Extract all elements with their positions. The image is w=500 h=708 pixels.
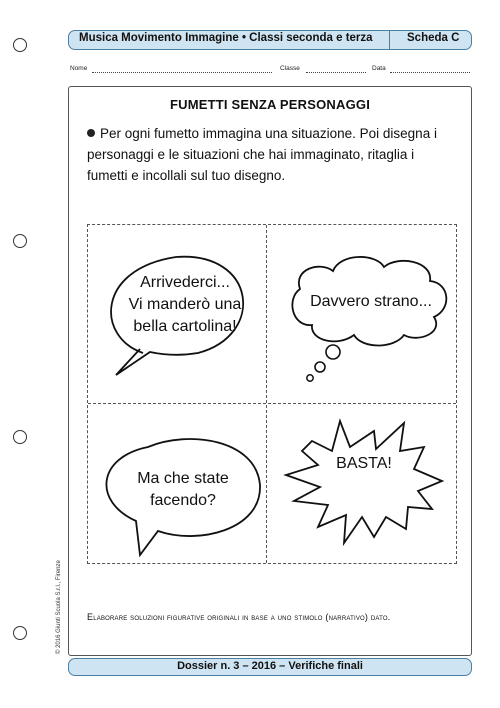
balloon-3-line-1: Ma che state <box>137 470 229 487</box>
balloon-1-line-1: Arrivederci... <box>140 274 230 291</box>
name-label: Nome <box>70 65 88 72</box>
shout-balloon-4 <box>286 421 442 543</box>
instructions-text: Per ogni fumetto immagina una situazione. Poi disegna i personaggi e le situazioni che hai immaginato, ritaglia i fumetti e incollali sul tuo disegno. <box>87 126 437 183</box>
learning-objective: Elaborare soluzioni figurative originali in base a uno stimolo (narrativo) dato. <box>87 612 391 622</box>
footer-text: Dossier n. 3 – 2016 – Verifiche finali <box>177 660 363 672</box>
balloon-1-line-2: Vi manderò una <box>128 296 242 313</box>
class-label: Classe <box>280 65 300 72</box>
thought-bubble-small <box>307 375 313 381</box>
balloon-3-line-2: facendo? <box>150 492 216 509</box>
balloon-4-line-1: BASTA! <box>336 455 392 472</box>
balloon-2-text <box>296 291 446 313</box>
thought-bubble-medium <box>315 362 325 372</box>
footer-bar <box>68 658 472 676</box>
class-field[interactable] <box>306 72 366 73</box>
binder-hole-2 <box>13 234 27 248</box>
balloon-2-line-1: Davvero strano... <box>310 293 432 310</box>
balloon-4-text <box>314 453 414 475</box>
bullet-icon <box>87 129 95 137</box>
name-field[interactable] <box>92 72 272 73</box>
header-title: Musica Movimento Immagine • Classi seconda e terza <box>79 32 373 44</box>
binder-hole-1 <box>13 38 27 52</box>
task-title: FUMETTI SENZA PERSONAGGI <box>169 97 371 112</box>
worksheet-label: Scheda C <box>407 32 460 44</box>
balloon-3-text <box>108 468 258 512</box>
copyright-note: © 2016 Giunti Scuola S.r.l., Firenze <box>56 560 62 654</box>
date-label: Data <box>372 65 386 72</box>
date-field[interactable] <box>390 72 470 73</box>
header-bar <box>68 30 472 50</box>
task-instructions <box>87 123 457 186</box>
student-fields <box>70 65 470 77</box>
thought-bubble-large <box>326 345 340 359</box>
worksheet-box <box>68 86 472 656</box>
balloon-1-text <box>110 272 260 338</box>
header-divider <box>389 31 390 49</box>
comic-grid <box>87 224 457 564</box>
binder-hole-4 <box>13 626 27 640</box>
balloon-1-line-3: bella cartolina! <box>133 318 237 335</box>
binder-hole-3 <box>13 430 27 444</box>
